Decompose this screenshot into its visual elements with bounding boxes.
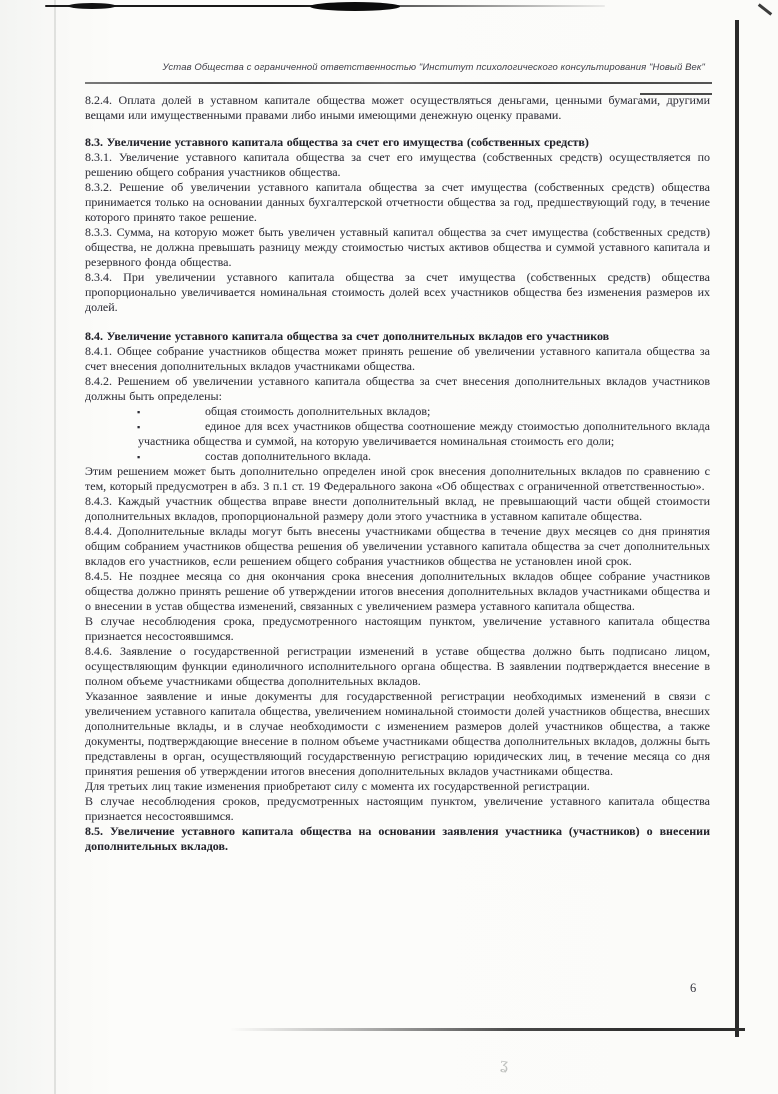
paragraph: 8.4.3. Каждый участник общества вправе внести дополнительный вклад, не превышающий части общей стоимости дополнительных вкладов, пропорциональной размеру доли этого участника в уставном капитале общества. bbox=[85, 494, 710, 523]
bullet-list bbox=[85, 404, 710, 464]
scan-squiggle-mark: ʓ bbox=[498, 1054, 510, 1074]
paragraph: Указанное заявление и иные документы для государственной регистрации необходимых изменений в связи с увеличением уставного капитала общества, увеличением номинальной стоимости долей участников общества, внесших дополнительные вклады, и в случае необходимости с изменением размеров долей участников общества, а также документы, подтверждающие внесение в полном объеме участниками общества дополнительных вкладов, должны быть представлены в орган, осуществляющий государственную регистрацию юридических лиц, в течение месяца со дня принятия решения об утверждении итогов внесения дополнительных вкладов участниками общества. bbox=[85, 689, 710, 778]
section-heading: 8.3. Увеличение уставного капитала общества за счет его имущества (собственных средств) bbox=[85, 135, 589, 149]
header-divider-line bbox=[85, 82, 712, 84]
document-running-header: Устав Общества с ограниченной ответственностью "Институт психологического консультирования "Новый Век" bbox=[162, 62, 705, 73]
scan-right-border bbox=[735, 20, 739, 1037]
paragraph: 8.2.4. Оплата долей в уставном капитале общества может осуществляться деньгами, ценными бумагами, другими вещами или имущественными правами либо иными имеющими денежную оценку правами. bbox=[85, 93, 710, 122]
paragraph: 8.3.1. Увеличение уставного капитала общества за счет его имущества (собственных средств) осуществляется по решению общего собрания участников общества. bbox=[85, 150, 710, 179]
scan-ink-blob bbox=[310, 2, 400, 11]
page-number: 6 bbox=[690, 981, 697, 995]
bullet-square-icon: ▪ bbox=[137, 407, 141, 417]
scan-bottom-border bbox=[230, 1028, 745, 1031]
bullet-square-icon: ▪ bbox=[137, 452, 141, 462]
paragraph: 8.4.6. Заявление о государственной регистрации изменений в уставе общества должно быть подписано лицом, осуществляющим функции единоличного исполнительного органа общества. В заявлении подтверждается внесение в полном объеме участниками общества дополнительных вкладов. bbox=[85, 644, 710, 688]
scan-left-edge-shadow bbox=[54, 0, 56, 1094]
scan-corner-mark bbox=[758, 3, 772, 15]
paragraph: 8.4.2. Решением об увеличении уставного капитала общества за счет внесения дополнительных вкладов участников должны быть определены: bbox=[85, 374, 710, 403]
scan-ink-blob bbox=[68, 3, 116, 9]
paragraph-spacer bbox=[85, 123, 710, 135]
paragraph: В случае несоблюдения срока, предусмотренного настоящим пунктом, увеличение уставного капитала общества признается несостоявшимся. bbox=[85, 614, 710, 643]
paragraph: 8.3.2. Решение об увеличении уставного капитала общества за счет имущества (собственных средств) общества принимается только на основании данных бухгалтерской отчетности общества за год, предшествующий году, в течение которого принято такое решение. bbox=[85, 180, 710, 224]
paragraph: Для третьих лиц такие изменения приобретают силу с момента их государственной регистрации. bbox=[85, 779, 590, 793]
bullet-list-item bbox=[138, 419, 710, 449]
paragraph: 8.3.3. Сумма, на которую может быть увеличен уставный капитал общества за счет имущества (собственных средств) общества, не должна превышать разницу между стоимостью чистых активов общества и суммой уставного капитала и резервного фонда общества. bbox=[85, 225, 710, 269]
document-body bbox=[85, 93, 710, 854]
paragraph: 8.4.4. Дополнительные вклады могут быть внесены участниками общества в течение двух месяцев со дня принятия общим собранием участников общества решения об увеличении уставного капитала общества за счет дополнительных вкладов его участников, если решением общего собрания участников общества не установлен иной срок. bbox=[85, 524, 710, 568]
section-heading: 8.4. Увеличение уставного капитала общества за счет дополнительных вкладов его участников bbox=[85, 329, 610, 343]
paragraph: 8.3.4. При увеличении уставного капитала общества за счет имущества (собственных средств) общества пропорционально увеличивается номинальная стоимость долей всех участников общества без изменения размеров их долей. bbox=[85, 270, 710, 314]
section-heading: 8.5. Увеличение уставного капитала общества на основании заявления участника (участников) о внесении дополнительных вкладов. bbox=[85, 824, 710, 853]
bullet-list-item bbox=[138, 449, 710, 464]
bullet-item-text: общая стоимость дополнительных вкладов; bbox=[205, 404, 431, 418]
paragraph: В случае несоблюдения сроков, предусмотренных настоящим пунктом, увеличение уставного капитала общества признается несостоявшимся. bbox=[85, 794, 710, 823]
bullet-list-item bbox=[138, 404, 710, 419]
paragraph: 8.4.5. Не позднее месяца со дня окончания срока внесения дополнительных вкладов общее собрание участников общества должно принять решение об утверждении итогов внесения дополнительных вкладов участниками общества и о внесении в устав общества изменений, связанных с увеличением размера уставного капитала общества. bbox=[85, 569, 710, 613]
bullet-item-text: единое для всех участников общества соотношение между стоимостью дополнительного вклада участника общества и суммой, на которую увеличивается номинальная стоимость его доли; bbox=[138, 419, 710, 448]
paragraph-spacer bbox=[85, 315, 710, 329]
paragraph: Этим решением может быть дополнительно определен иной срок внесения дополнительных вкладов по сравнению с тем, который предусмотрен в абз. 3 п.1 ст. 19 Федерального закона «Об обществах с ограниченной ответственностью». bbox=[85, 464, 710, 493]
bullet-square-icon: ▪ bbox=[137, 422, 141, 432]
paragraph: 8.4.1. Общее собрание участников общества может принять решение об увеличении уставного капитала общества за счет внесения дополнительных вкладов участниками общества. bbox=[85, 344, 710, 373]
bullet-item-text: состав дополнительного вклада. bbox=[205, 449, 372, 463]
